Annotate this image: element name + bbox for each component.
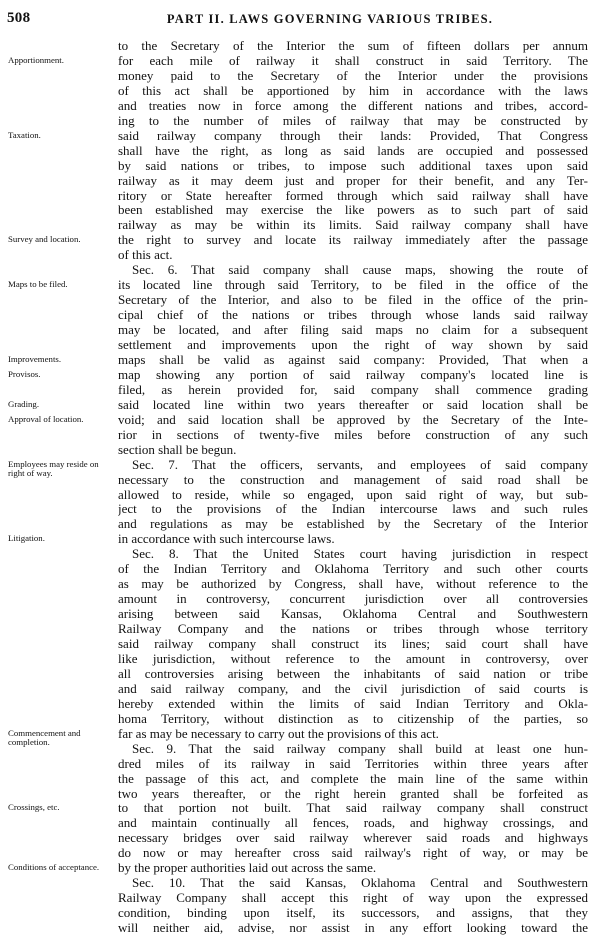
text-line: [0, 173, 600, 189]
line-text: railway as it may deem just and proper for their benefit, and any Ter-: [118, 172, 588, 188]
line-text: said located line within two years thereafter or said location shall be: [118, 396, 588, 412]
margin-note: Improvements.: [8, 353, 62, 364]
line-text: like jurisdiction, without reference to the amount in controversy, over: [118, 650, 588, 666]
line-text: shall have the right, as long as said lands are occupied and possessed: [118, 142, 588, 158]
line-text: all controversies arising between the inhabitants of said nation or tribe: [118, 665, 588, 681]
text-line: [0, 756, 600, 772]
text-line: [0, 143, 600, 159]
line-text: and treaties now in force among the different nations and tribes, accord-: [118, 97, 588, 113]
line-text: far as may be necessary to carry out the provisions of this act.: [118, 725, 439, 741]
line-text: for each mile of railway it shall construct in said Territory. The: [118, 52, 588, 68]
line-text: of the Indian Territory and Oklahoma Territory and such other courts: [118, 561, 588, 577]
margin-note: Taxation.: [8, 129, 41, 140]
margin-note: Crossings, etc.: [8, 802, 60, 813]
text-line: [0, 337, 600, 353]
page-number: 508: [7, 10, 31, 26]
text-line: [0, 516, 600, 532]
line-text: do now or may hereafter cross said railway's right of way, or may be: [118, 845, 588, 861]
line-text: void; and said location shall be approved by the Secretary of the Inte-: [118, 411, 588, 427]
line-text: of this act shall be apportioned by him in accordance with the laws: [118, 82, 588, 98]
text-line: [0, 591, 600, 607]
line-text: Sec. 7. That the officers, servants, and employees of said company: [132, 456, 588, 472]
line-text: and regulations as may be established by the Secretary of the Interior: [118, 516, 588, 532]
text-line: [0, 382, 600, 398]
text-line: [0, 322, 600, 338]
line-text: of this act.: [118, 247, 173, 263]
text-line: [0, 651, 600, 667]
line-text: dred miles of its railway in said Territories within three years after: [118, 755, 588, 771]
text-line: [0, 621, 600, 637]
text-line: [0, 830, 600, 846]
line-text: in accordance with such intercourse laws.: [118, 531, 335, 547]
line-text: said railway company through their lands: Provided, That Congress: [118, 127, 588, 143]
text-line: [0, 292, 600, 308]
line-text: by said nations or tribes, to impose such additional taxes upon said: [118, 157, 588, 173]
text-line: [0, 98, 600, 114]
text-line: [0, 38, 600, 54]
line-text: will neither aid, advise, nor assist in any effort looking toward the: [118, 920, 588, 936]
line-text: the passage of this act, and complete the main line of the same within: [118, 770, 588, 786]
line-text: necessary to the construction and management of said road shall be: [118, 471, 588, 487]
line-text: rior in sections of twenty-five miles before construction of any such: [118, 426, 588, 442]
line-text: necessary bridges over said railway wherever said roads and highways: [118, 830, 588, 846]
line-text: Sec. 8. That the United States court having jurisdiction in respect: [132, 546, 588, 562]
text-line: [0, 442, 600, 458]
line-text: and maintain continually all fences, roads, and highway crossings, and: [118, 815, 588, 831]
text-line: [0, 845, 600, 861]
margin-note: Grading.: [8, 398, 40, 409]
text-line: [0, 636, 600, 652]
text-line: [0, 546, 600, 562]
text-line: [0, 113, 600, 129]
text-line: [0, 307, 600, 323]
line-text: the right to survey and locate its railway immediately after the passage: [118, 232, 588, 248]
text-line: [0, 681, 600, 697]
line-text: Sec. 6. That said company shall cause maps, showing the route of: [132, 262, 588, 278]
text-line: [0, 711, 600, 727]
text-line: [0, 905, 600, 921]
margin-note: Employees may reside on right of way.: [8, 458, 99, 479]
line-text: Sec. 9. That the said railway company shall build at least one hun-: [132, 740, 588, 756]
text-line: [0, 247, 600, 263]
text-line: [0, 875, 600, 891]
line-text: and said railway company, and the civil jurisdiction of said courts is: [118, 680, 588, 696]
text-line: [0, 158, 600, 174]
line-text: Railway Company shall accept this right of way upon the expressed: [118, 890, 588, 906]
line-text: allowed to reside, while so engaged, upon said right of way, but sub-: [118, 486, 588, 502]
text-line: [0, 666, 600, 682]
line-text: hereby extended within the limits of said Indian Territory and Okla-: [118, 695, 588, 711]
margin-note: Conditions of acceptance.: [8, 862, 100, 873]
line-text: money paid to the Secretary of the Interior under the provisions: [118, 67, 588, 83]
margin-note: Provisos.: [8, 368, 41, 379]
text-line: [0, 487, 600, 503]
margin-note: Approval of location.: [8, 413, 84, 424]
text-line: [0, 920, 600, 936]
line-text: amount in controversy, concurrent jurisdiction over all controversies: [118, 591, 588, 607]
running-head: PART II. LAWS GOVERNING VARIOUS TRIBES.: [166, 12, 494, 26]
text-line: [0, 501, 600, 517]
line-text: railway as may be within its limits. Said railway company shall have: [118, 217, 588, 233]
margin-note: Apportionment.: [8, 54, 64, 65]
text-line: [0, 606, 600, 622]
page-header: [0, 0, 600, 34]
line-text: arising between said Kansas, Oklahoma Central and Southwestern: [118, 606, 588, 622]
margin-note: Commencement and completion.: [8, 727, 81, 748]
line-text: ritory or State hereafter formed through which said railway shall have: [118, 187, 588, 203]
line-text: may be located, and after filing said maps no claim for a subsequent: [118, 322, 588, 338]
line-text: ject to the provisions of the Indian intercourse laws and such rules: [118, 501, 588, 517]
text-line: [0, 561, 600, 577]
line-text: Sec. 10. That the said Kansas, Oklahoma Central and Southwestern: [132, 875, 588, 891]
line-text: its located line through said Territory, to be filed in the office of the: [118, 277, 588, 293]
text-line: [0, 68, 600, 84]
line-text: said railway company shall construct its lines; said court shall have: [118, 636, 588, 651]
line-text: two years thereafter, or the right herein granted shall be forfeited as: [118, 785, 588, 801]
margin-note: Maps to be filed.: [8, 279, 68, 290]
line-text: ing to the number of miles of railway that may be constructed by: [118, 112, 588, 128]
text-line: [0, 890, 600, 906]
line-text: to that portion not built. That said railway company shall construct: [118, 800, 588, 816]
text-line: [0, 815, 600, 831]
text-line: [0, 83, 600, 99]
text-line: [0, 188, 600, 204]
text-line: [0, 786, 600, 802]
line-text: as may be authorized by Congress, shall have, without reference to the: [118, 576, 588, 592]
line-text: to the Secretary of the Interior the sum of fifteen dollars per annum: [118, 38, 588, 53]
line-text: settlement and improvements upon the right of way shown by said: [118, 337, 588, 352]
line-text: condition, binding upon itself, its successors, and assigns, that they: [118, 905, 588, 921]
text-line: [0, 217, 600, 233]
line-text: map showing any portion of said railway company's located line is: [118, 366, 588, 382]
text-line: [0, 576, 600, 592]
text-line: [0, 202, 600, 218]
line-text: Railway Company and the nations or tribes through whose territory: [118, 621, 588, 637]
line-text: by the proper authorities laid out across the same.: [118, 860, 377, 876]
line-text: maps shall be valid as against said company: Provided, That when a: [118, 351, 588, 367]
line-text: been established may exercise the like powers as to such part of said: [118, 202, 588, 218]
line-text: cipal chief of the nations or tribes through whose lands said railway: [118, 307, 588, 323]
margin-note: Litigation.: [8, 533, 45, 544]
margin-note: Survey and location.: [8, 234, 81, 245]
text-line: [0, 427, 600, 443]
text-line: [0, 771, 600, 787]
line-text: filed, as herein provided for, said company shall commence grading: [118, 381, 588, 397]
text-line: [0, 262, 600, 278]
line-text: Secretary of the Interior, and also to be filed in the office of the prin-: [118, 292, 588, 308]
line-text: homa Territory, without distinction as to citizenship of the parties, so: [118, 710, 588, 726]
line-text: section shall be begun.: [118, 441, 237, 457]
text-line: [0, 696, 600, 712]
